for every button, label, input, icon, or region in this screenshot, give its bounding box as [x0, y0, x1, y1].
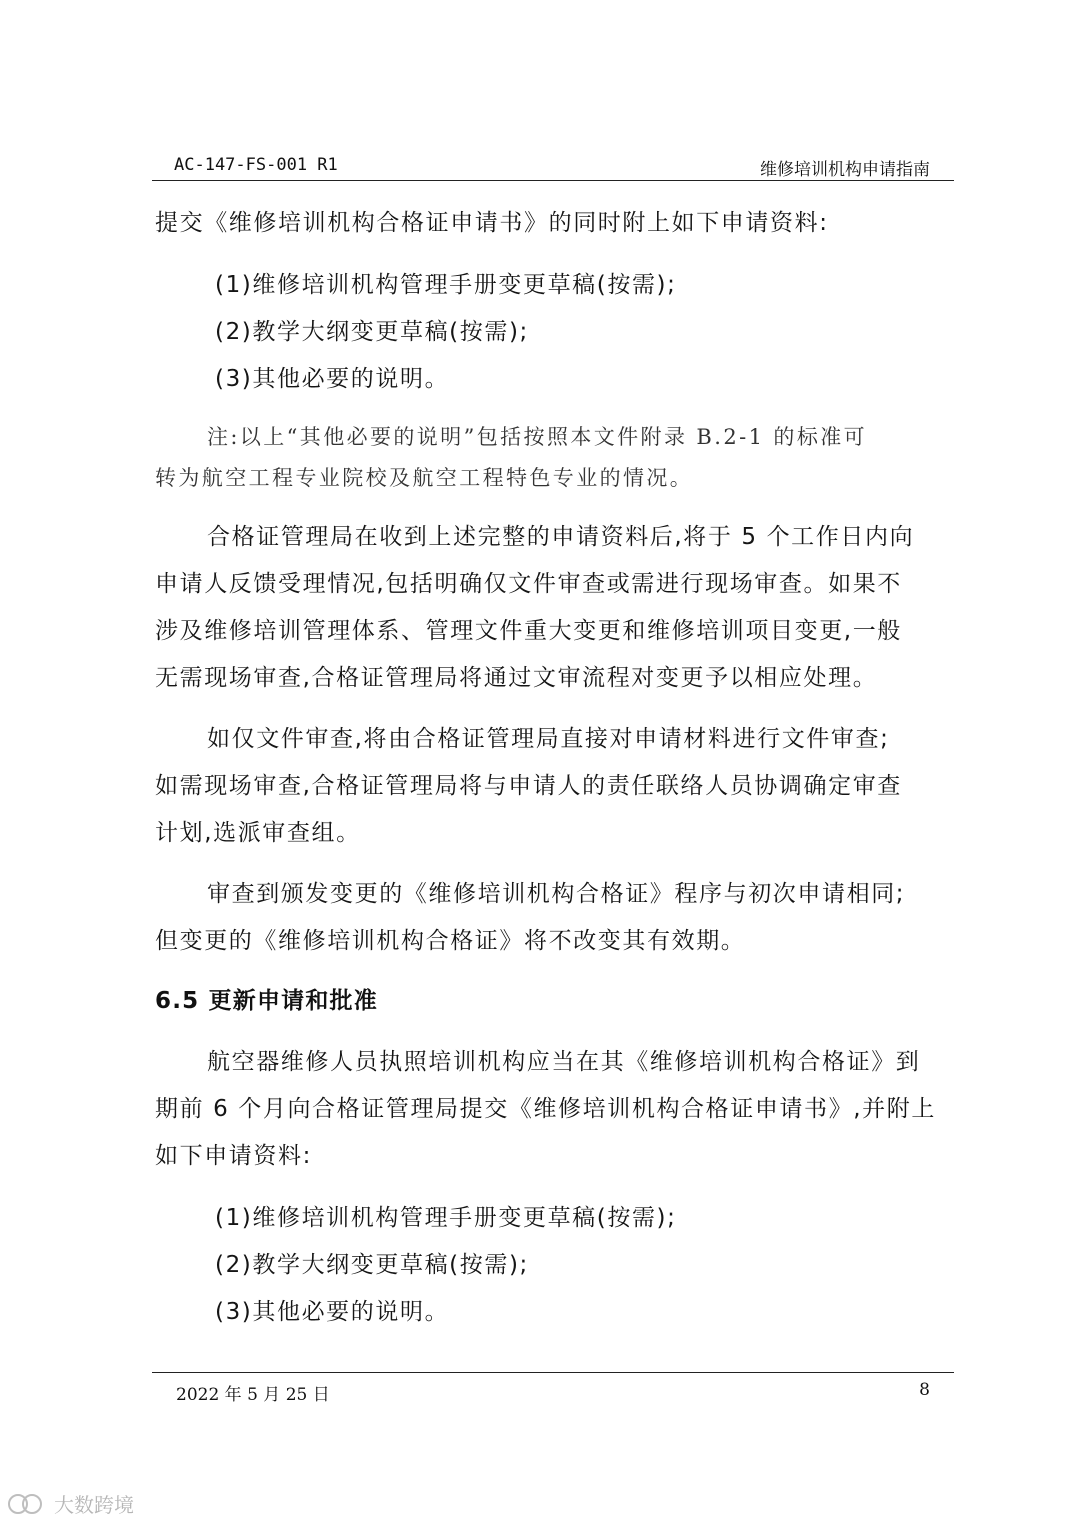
- document-id: AC-147-FS-001 R1: [174, 155, 338, 175]
- note-line: 注:以上“其他必要的说明”包括按照本文件附录 B.2-1 的标准可: [207, 425, 868, 449]
- paragraph-line: 如下申请资料:: [155, 1143, 312, 1169]
- paragraph-line: 如需现场审查,合格证管理局将与申请人的责任联络人员协调确定审查: [155, 773, 902, 799]
- list-item: (3)其他必要的说明。: [215, 1299, 450, 1325]
- footer-date: 2022 年 5 月 25 日: [176, 1385, 330, 1405]
- header-divider: [152, 180, 954, 181]
- paragraph-line: 申请人反馈受理情况,包括明确仅文件审查或需进行现场审查。如果不: [155, 571, 902, 597]
- list-item: (3)其他必要的说明。: [215, 366, 450, 392]
- paragraph-line: 期前 6 个月向合格证管理局提交《维修培训机构合格证申请书》,并附上: [155, 1096, 936, 1122]
- section-heading: 6.5 更新申请和批准: [155, 988, 378, 1014]
- paragraph-line: 无需现场审查,合格证管理局将通过文审流程对变更予以相应处理。: [155, 665, 878, 691]
- watermark-logo-icon: [8, 1492, 48, 1514]
- list-item: (2)教学大纲变更草稿(按需);: [215, 319, 529, 345]
- watermark: [8, 1488, 134, 1518]
- paragraph-line: 合格证管理局在收到上述完整的申请资料后,将于 5 个工作日内向: [207, 524, 915, 550]
- paragraph-line: 航空器维修人员执照培训机构应当在其《维修培训机构合格证》到: [207, 1049, 921, 1075]
- paragraph-line: 如仅文件审查,将由合格证管理局直接对申请材料进行文件审查;: [207, 726, 890, 752]
- list-item: (1)维修培训机构管理手册变更草稿(按需);: [215, 1205, 677, 1231]
- page-number: 8: [919, 1380, 930, 1400]
- paragraph-line: 但变更的《维修培训机构合格证》将不改变其有效期。: [155, 928, 746, 954]
- paragraph-line: 审查到颁发变更的《维修培训机构合格证》程序与初次申请相同;: [207, 881, 906, 907]
- list-item: (1)维修培训机构管理手册变更草稿(按需);: [215, 272, 677, 298]
- list-item: (2)教学大纲变更草稿(按需);: [215, 1252, 529, 1278]
- intro-paragraph: 提交《维修培训机构合格证申请书》的同时附上如下申请资料:: [155, 210, 829, 236]
- page-header: [152, 155, 954, 181]
- note-line: 转为航空工程专业院校及航空工程特色专业的情况。: [155, 466, 694, 490]
- paragraph-line: 计划,选派审查组。: [155, 820, 361, 846]
- document-title: 维修培训机构申请指南: [760, 160, 930, 180]
- footer-divider: [152, 1372, 954, 1373]
- paragraph-line: 涉及维修培训管理体系、管理文件重大变更和维修培训项目变更,一般: [155, 618, 902, 644]
- watermark-text: 大数跨境: [54, 1492, 134, 1517]
